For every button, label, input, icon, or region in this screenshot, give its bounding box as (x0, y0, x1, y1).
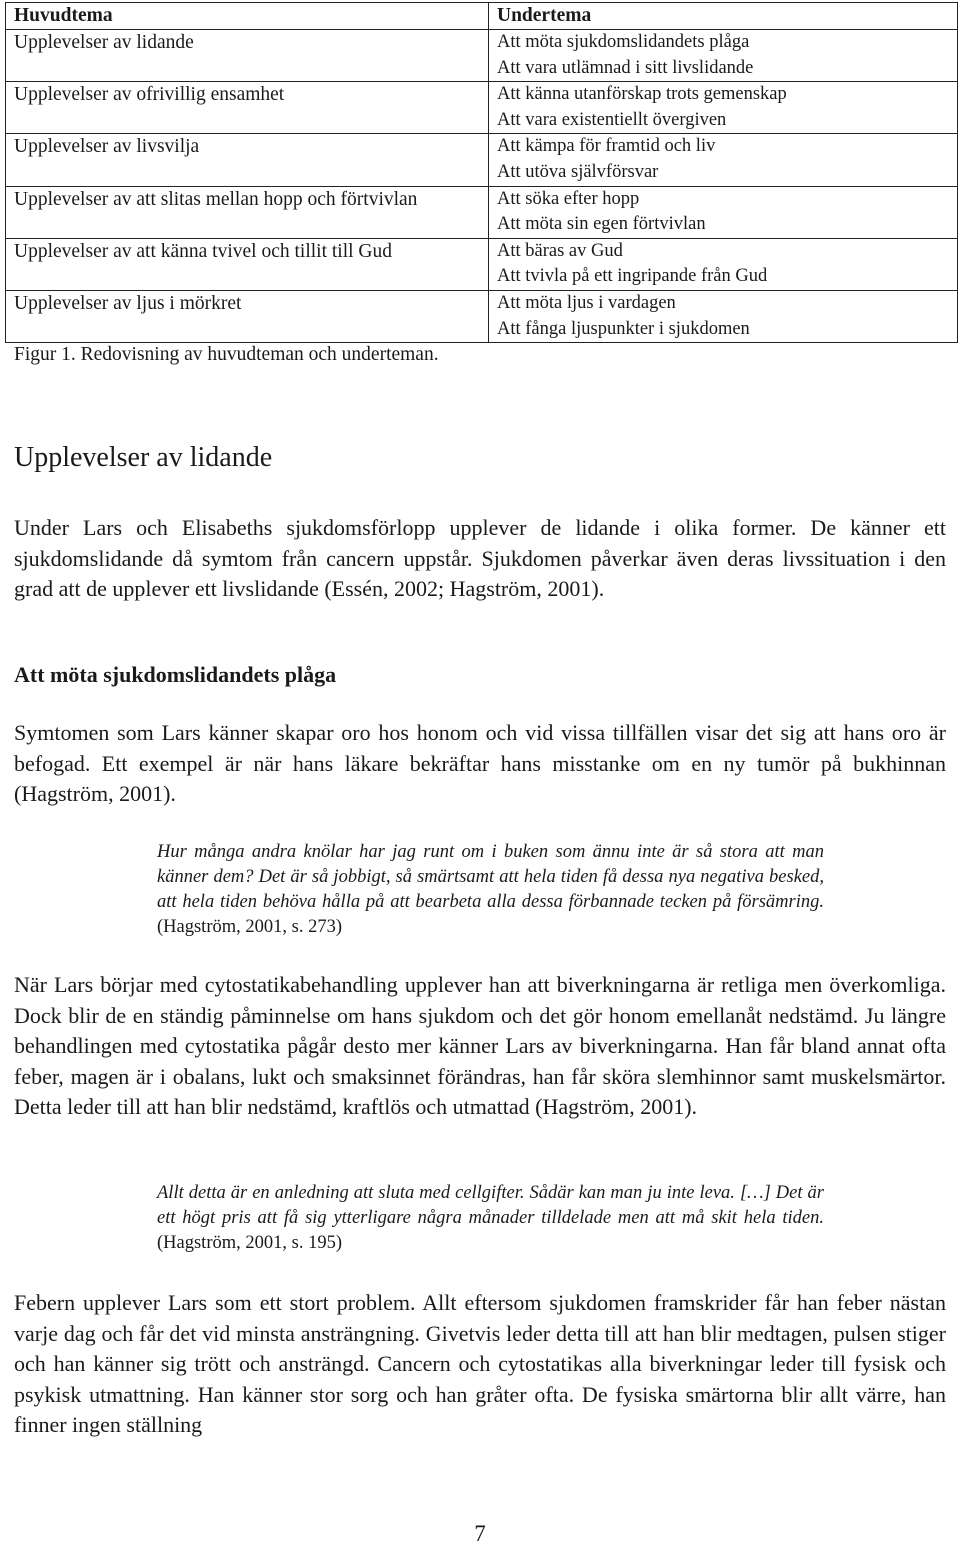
table-row (6, 290, 958, 342)
header-main-theme: Huvudtema (6, 3, 489, 30)
quote-text: Allt detta är en anledning att sluta med cellgifter. Sådär kan man ju inte leva. […] Det är ett högt pris att få sig ytterligare några månader tilldelade men att må skit hela tiden. (157, 1183, 824, 1228)
block-quote (157, 840, 824, 940)
sub-themes (489, 238, 958, 290)
page-number: 7 (474, 1521, 486, 1546)
paragraph-symptoms: Symtomen som Lars känner skapar oro hos honom och vid vissa tillfällen visar det sig att hans oro är befogad. Ett exempel är när hans läkare bekräftar hans misstanke om en ny tumör på bukhinnan (Hagström, 2001). (14, 720, 946, 807)
sub-themes (489, 134, 958, 186)
quote-citation: (Hagström, 2001, s. 195) (157, 1233, 342, 1253)
sub-theme: Att söka efter hopp (497, 188, 640, 209)
table-row (6, 30, 958, 82)
figure-caption: Figur 1. Redovisning av huvudteman och underteman. (14, 344, 439, 365)
sub-themes (489, 82, 958, 134)
sub-theme: Att fånga ljuspunkter i sjukdomen (497, 318, 750, 339)
subsection-heading: Att möta sjukdomslidandets plåga (14, 662, 337, 687)
sub-themes (489, 290, 958, 342)
table-row (6, 134, 958, 186)
sub-theme: Att kämpa för framtid och liv (497, 136, 716, 157)
block-quote (157, 1181, 824, 1256)
sub-themes (489, 30, 958, 82)
quote-citation: (Hagström, 2001, s. 273) (157, 917, 342, 937)
table-row (6, 82, 958, 134)
section-heading: Upplevelser av lidande (14, 442, 273, 473)
paragraph-cytostatics: När Lars börjar med cytostatikabehandling upplever han att biverkningarna är retliga men överkomliga. Dock blir de en ständig påminnelse om hans sjukdom och det gör honom emellanåt nedstämd. Ju längre behandlingen med cytostatika pågår desto mer känner Lars av biverkningarna. Han får bland annat ofta feber, magen är i obalans, lukt och smaksinnet förändras, han får sköra slemhinnor samt muskelsmärtor. Detta leder till att han blir nedstämd, kraftlös och utmattad (Hagström, 2001). (14, 972, 946, 1120)
quote-text: Hur många andra knölar har jag runt om i buken som ännu inte är så stora att man känner dem? Det är så jobbigt, så smärtsamt att hela tiden få dessa nya negativa besked, att hela tiden behöva hålla på att bearbeta alla dessa förbannade tecken på försämring. (157, 842, 824, 912)
sub-theme: Att möta sin egen förtvivlan (497, 214, 706, 235)
sub-theme: Att tvivla på ett ingripande från Gud (497, 266, 768, 287)
sub-theme: Att vara utlämnad i sitt livslidande (497, 57, 754, 78)
themes-table (5, 2, 958, 343)
table-header-row (6, 3, 958, 30)
sub-themes (489, 186, 958, 238)
main-theme: Upplevelser av att känna tvivel och tillit till Gud (6, 238, 489, 290)
main-theme: Upplevelser av ljus i mörkret (6, 290, 489, 342)
main-theme: Upplevelser av lidande (6, 30, 489, 82)
main-theme: Upplevelser av ofrivillig ensamhet (6, 82, 489, 134)
header-sub-theme: Undertema (489, 3, 958, 30)
table-row (6, 238, 958, 290)
paragraph-fever: Febern upplever Lars som ett stort problem. Allt eftersom sjukdomen framskrider får han feber nästan varje dag och får det vid minsta ansträngning. Givetvis leder detta till att han blir medtagen, pulsen stiger och han känner sig trött och ansträngd. Cancern och cytostatikas alla biverkningar leder till fysisk och psykisk utmattning. Han känner stor sorg och han gråter ofta. De fysiska smärtorna blir allt värre, han finner ingen ställning (14, 1290, 946, 1438)
sub-theme: Att vara existentiellt övergiven (497, 109, 727, 130)
sub-theme: Att möta sjukdomslidandets plåga (497, 32, 750, 52)
paragraph-intro: Under Lars och Elisabeths sjukdomsförlopp upplever de lidande i olika former. De känner ett sjukdomslidande då symtom från cancern uppstår. Sjukdomen påverkar även deras livssituation i den grad att de upplever ett livslidande (Essén, 2002; Hagström, 2001). (14, 515, 946, 602)
sub-theme: Att känna utanförskap trots gemenskap (497, 84, 787, 105)
main-theme: Upplevelser av att slitas mellan hopp och förtvivlan (6, 186, 489, 238)
table-row (6, 186, 958, 238)
sub-theme: Att möta ljus i vardagen (497, 292, 676, 313)
sub-theme: Att utöva självförsvar (497, 161, 659, 182)
main-theme: Upplevelser av livsvilja (6, 134, 489, 186)
sub-theme: Att bäras av Gud (497, 240, 623, 261)
